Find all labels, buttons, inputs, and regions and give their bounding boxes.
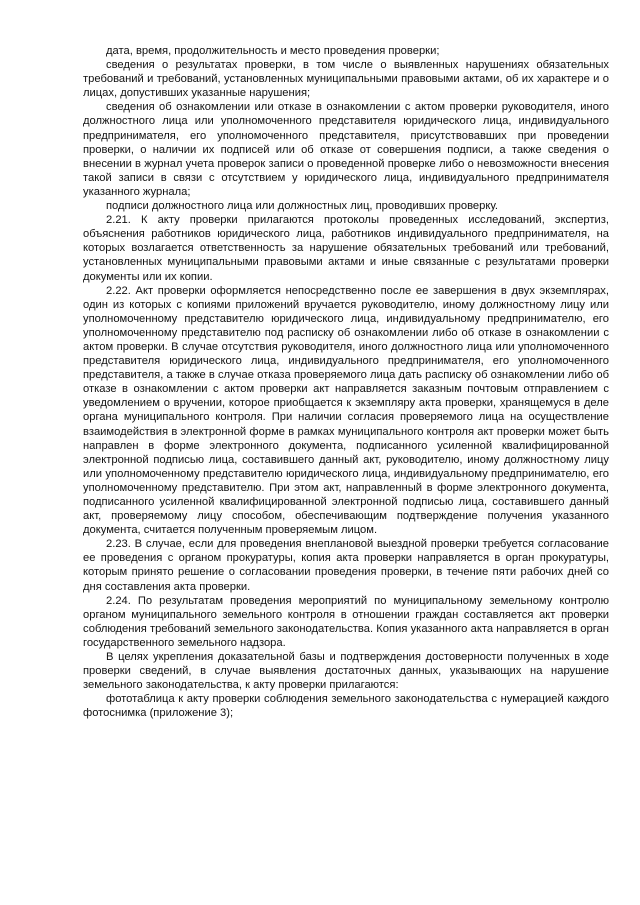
evidence-paragraph: В целях укрепления доказательной базы и подтверждения достоверности полученных в ходе проверки сведений, в случае выявления достаточных данных, указывающих на нарушение земельного законодательства, к акту проверки прилагаются: bbox=[83, 651, 609, 692]
clause-2-22: 2.22. Акт проверки оформляется непосредственно после ее завершения в двух экземплярах, один из которых с копиями приложений вручается руководителю, иному должностному лицу или уполномоченному представителю юридического лица, индивидуальному предпринимателю, его уполномоченному представителю под расписку об ознакомлении либо об отказе в ознакомлении с актом проверки. В случае отсутствия руководителя, иного должностного лица или уполномоченного представителя юридического лица, индивидуального предпринимателя, его уполномоченного представителя, а также в случае отказа проверяемого лица дать расписку об ознакомлении либо об отказе в ознакомлении с актом проверки акт направляется заказным почтовым отправлением с уведомлением о вручении, которое приобщается к экземпляру акта проверки, хранящемуся в деле органа муниципального контроля. При наличии согласия проверяемого лица на осуществление взаимодействия в электронной форме в рамках муниципального контроля акт проверки может быть направлен в форме электронного документа, подписанного усиленной квалифицированной электронной подписью лица, составившего данный акт, руководителю, иному должностному лицу или уполномоченному представителю юридического лица, индивидуальному предпринимателю, его уполномоченному представителю. При этом акт, направленный в форме электронного документа, подписанного усиленной квалифицированной электронной подписью лица, составившего данный акт, проверяемому лицу способом, обеспечивающим подтверждение получения указанного документа, считается полученным проверяемым лицом. bbox=[83, 284, 609, 537]
clause-2-21: 2.21. К акту проверки прилагаются протоколы проведенных исследований, экспертиз, объяснения работников юридического лица, работников индивидуального предпринимателя, на которых возлагается ответственность за нарушение обязательных требований или требований, установленных муниципальными правовыми актами и иные связанные с результатами проверки документы или их копии. bbox=[83, 214, 609, 283]
list-item-signatures: подписи должностного лица или должностных лиц, проводивших проверку. bbox=[106, 200, 498, 213]
list-item-inspection-results: сведения о результатах проверки, в том числе о выявленных нарушениях обязательных требований и требований, установленных муниципальными правовыми актами, об их характере и о лицах, допустивших указанные нарушения; bbox=[83, 59, 609, 100]
clause-2-23: 2.23. В случае, если для проведения внеплановой выездной проверки требуется согласование ее проведения с органом прокуратуры, копия акта проверки направляется в орган прокуратуры, которым принято решение о согласовании проведения проверки, в течение пяти рабочих дней со дня составления акта проверки. bbox=[83, 538, 609, 593]
clause-2-24: 2.24. По результатам проведения мероприятий по муниципальному земельному контролю органом муниципального земельного контроля в отношении граждан составляется акт проверки соблюдения требований земельного законодательства. Копия указанного акта направляется в орган государственного земельного надзора. bbox=[83, 594, 609, 649]
list-item-acknowledgement: сведения об ознакомлении или отказе в ознакомлении с актом проверки руководителя, иного должностного лица или уполномоченного представителя юридического лица, индивидуального предпринимателя, его уполномоченного представителя, присутствовавших при проведении проверки, о наличии их подписей или об отказе от совершения подписи, а также сведения о внесении в журнал учета проверок записи о проведенной проверке либо о невозможности внесения такой записи в связи с отсутствием у юридического лица, индивидуального предпринимателя указанного журнала; bbox=[83, 101, 609, 198]
list-item-photo-table: фототаблица к акту проверки соблюдения земельного законодательства с нумерацией каждого фотоснимка (приложение 3); bbox=[83, 693, 609, 720]
list-item-date-time: дата, время, продолжительность и место проведения проверки; bbox=[106, 45, 440, 57]
